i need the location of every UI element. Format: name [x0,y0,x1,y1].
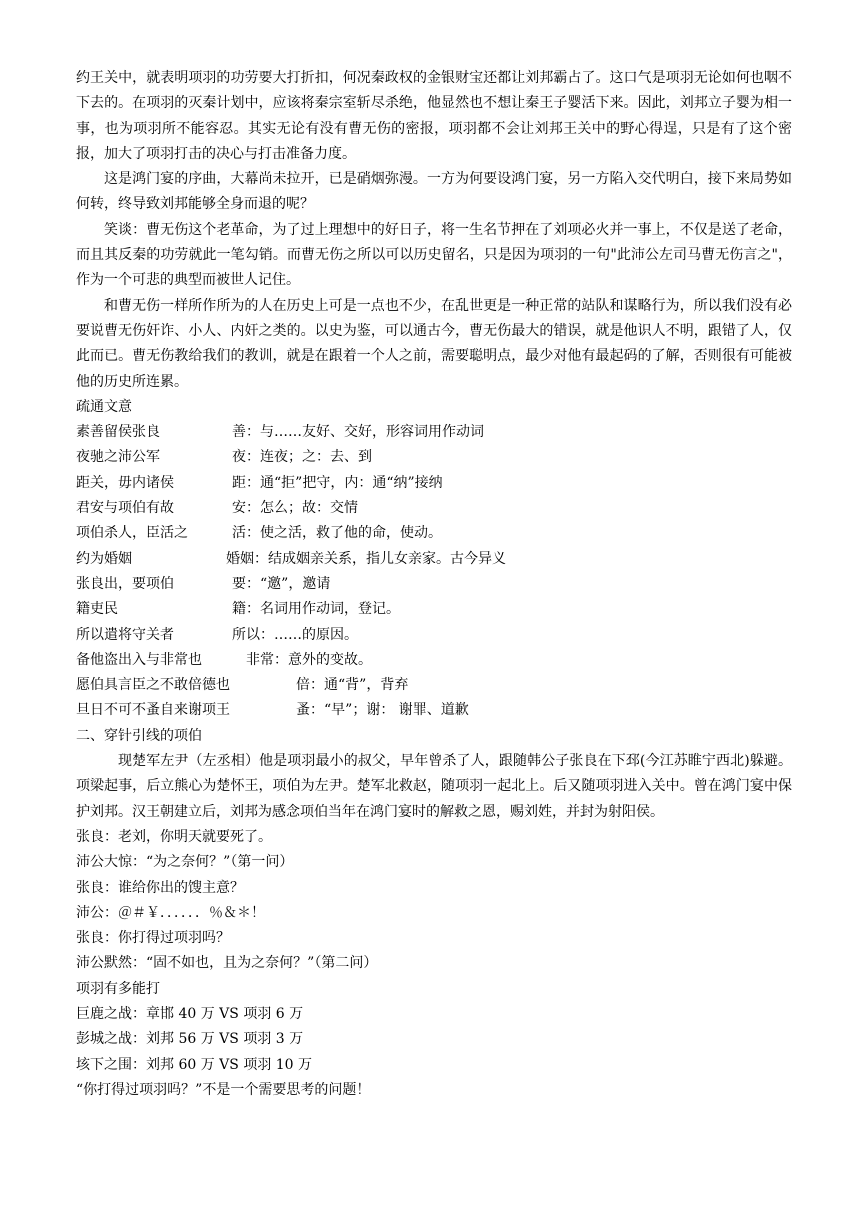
dialogue-line: 张良：老刘，你明天就要死了。 [76,828,272,845]
vocab-note: 活：使之活，救了他的命，使动。 [232,525,442,542]
vocab-term: 籍吏民 [76,601,118,618]
vocab-item [76,445,792,470]
vocab-term: 项伯杀人，臣活之 [76,525,188,542]
intro-paragraph-4: 和曹无伤一样所作所为的人在历史上可是一点也不少，在乱世更是一种正常的站队和谋略行为，所以我们没有必要说曹无伤奸诈、小人、内奸之类的。以史为鉴，可以通古今，曹无伤最大的错误，就是他识人不明，跟错了人，仅此而已。曹无伤教给我们的教训，就是在跟着一个人之前，需要聪明点，最少对他有最起码的了解，否则很有可能被他的历史所连累。 [76,297,792,390]
dialogue-line: 沛公默然：“固不如也，且为之奈何？”（第二问） [76,955,378,972]
vocab-note: 安：怎么；故：交情 [232,500,358,517]
vocab-term: 夜驰之沛公军 [76,449,160,466]
battles-heading: 项羽有多能打 [76,980,160,997]
vocab-term: 素善留侯张良 [76,424,160,441]
vocab-note: 非常：意外的变故。 [246,651,372,668]
vocab-note: 距：通“拒”把守，内：通“纳”接纳 [232,474,443,491]
dialogue-line: 张良：你打得过项羽吗？ [76,930,230,947]
vocab-item [76,673,792,698]
vocab-note: 善：与……友好、交好，形容词用作动词 [232,424,484,441]
vocab-note: 所以：……的原因。 [232,626,358,643]
vocab-note: 倍：通“背”，背弃 [296,677,409,694]
battle-line: 彭城之战：刘邦 56 万 VS 项羽 3 万 [76,1031,304,1048]
intro-paragraph-1: 约王关中，就表明项羽的功劳要大打折扣，何况秦政权的金银财宝还都让刘邦霸占了。这口气是项羽无论如何也咽不下去的。在项羽的灭秦计划中，应该将秦宗室斩尽杀绝，他显然也不想让秦王子婴活下来。因此，刘邦立子婴为相一事，也为项羽所不能容忍。其实无论有没有曹无伤的密报，项羽都不会让刘邦王关中的野心得逞，只是有了这个密报，加大了项羽打击的决心与打击准备力度。 [76,70,792,162]
vocab-term: 所以遣将守关者 [76,626,174,643]
vocab-note: 蚤：“早”；谢： 谢罪、道歉 [296,702,469,719]
document-page [76,66,792,1103]
vocab-item [76,547,792,572]
vocab-list [76,420,792,724]
vocab-item [76,648,792,673]
battle-line: 垓下之围：刘邦 60 万 VS 项羽 10 万 [76,1056,313,1073]
dialogue-line: 张良：谁给你出的馊主意？ [76,879,244,896]
vocab-term: 旦日不可不蚤自来谢项王 [76,702,230,719]
section-heading-xiangbo: 二、穿针引线的项伯 [76,727,202,744]
vocab-note: 要：“邀”，邀请 [232,575,331,592]
vocab-item [76,496,792,521]
vocab-term: 距关，毋内诸侯 [76,474,174,491]
vocab-note: 夜：连夜；之：去、到 [232,449,372,466]
battle-line: 巨鹿之战：章邯 40 万 VS 项羽 6 万 [76,1005,304,1022]
vocab-term: 君安与项伯有故 [76,500,174,517]
vocab-term: 备他盗出入与非常也 [76,651,202,668]
vocab-note: 籍：名词用作动词，登记。 [232,601,400,618]
vocab-item [76,698,792,723]
closing-line: “你打得过项羽吗？”不是一个需要思考的问题！ [76,1081,371,1098]
vocab-item [76,521,792,546]
vocab-note: 婚姻：结成姻亲关系，指儿女亲家。古今异义 [226,550,506,567]
vocab-term: 张良出，要项伯 [76,575,174,592]
dialogue-line: 沛公：＠＃￥．．．．．．％＆＊！ [76,904,265,921]
section-heading-annotation: 疏通文意 [76,398,132,415]
vocab-item [76,471,792,496]
intro-paragraph-2: 这是鸿门宴的序曲，大幕尚未拉开，已是硝烟弥漫。一方为何要设鸿门宴，另一方陷入交代明白，接下来局势如何转，终导致刘邦能够全身而退的呢？ [76,171,792,213]
vocab-item [76,420,792,445]
vocab-item [76,623,792,648]
intro-paragraph-3: 笑谈：曹无伤这个老革命，为了过上理想中的好日子，将一生名节押在了刘项必火并一事上，不仅是送了老命，而且其反秦的功劳就此一笔勾销。而曹无伤之所以可以历史留名，只是因为项羽的一句"此沛公左司马曹无伤言之"，作为一个可悲的典型而被世人记住。 [76,221,792,289]
dialogue-line: 沛公大惊：“为之奈何？”（第一问） [76,854,294,871]
vocab-term: 约为婚姻 [76,550,132,567]
vocab-term: 愿伯具言臣之不敢倍德也 [76,677,230,694]
vocab-item [76,597,792,622]
vocab-item [76,572,792,597]
xiangbo-paragraph: 现楚军左尹（左丞相）他是项羽最小的叔父，早年曾杀了人，跟随韩公子张良在下邳(今江苏睢宁西北)躲避。项梁起事，后立熊心为楚怀王，项伯为左尹。楚军北救赵，随项羽一起北上。后又随项羽进入关中。曾在鸿门宴中保护刘邦。汉王朝建立后，刘邦为感念项伯当年在鸿门宴时的解救之恩，赐刘姓，并封为射阳侯。 [76,753,792,820]
